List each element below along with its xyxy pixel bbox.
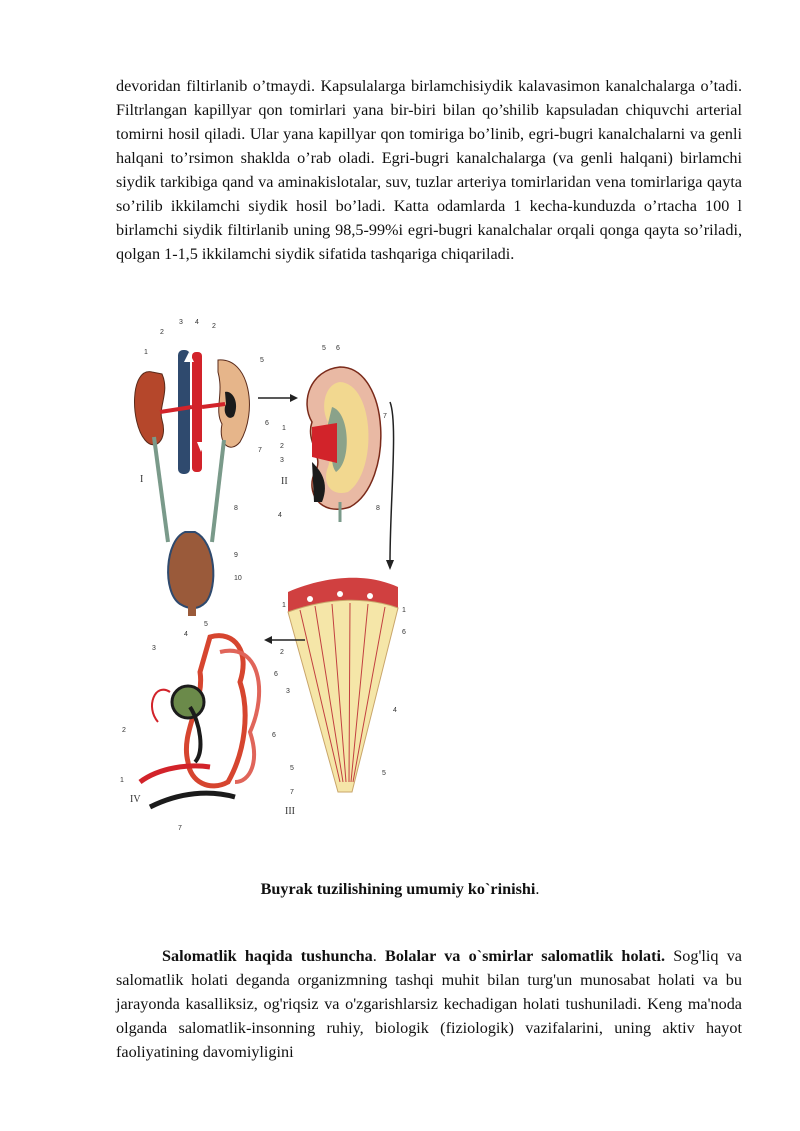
svg-text:2: 2	[280, 649, 284, 656]
svg-text:7: 7	[258, 447, 262, 454]
glomerulus	[172, 686, 204, 718]
vena-cava	[178, 350, 190, 474]
svg-text:6: 6	[272, 732, 276, 739]
svg-text:3: 3	[280, 457, 284, 464]
svg-text:4: 4	[184, 631, 188, 638]
left-kidney	[135, 372, 165, 445]
svg-text:6: 6	[274, 671, 278, 678]
svg-text:1: 1	[144, 349, 148, 356]
svg-text:4: 4	[393, 707, 397, 714]
panel-iv-nephron	[120, 621, 278, 832]
svg-text:5: 5	[322, 345, 326, 352]
svg-text:7: 7	[290, 789, 294, 796]
panel-ii-kidney-section	[278, 345, 387, 522]
svg-text:6: 6	[336, 345, 340, 352]
svg-text:7: 7	[178, 825, 182, 832]
svg-text:1: 1	[402, 607, 406, 614]
svg-text:8: 8	[376, 505, 380, 512]
paragraph-health-body: Sog'liq va salomatlik holati deganda organizmning tashqi muhit bilan turg'un munosabat holati va bu jarayonda kasalliksiz, og'riqsiz va o'zgarishlarsiz kechadigan holati tushuniladi. Keng ma'noda olganda salomatlik-insonning ruhiy, biologik (fiziologik) vazifalarini, uning aktiv hayot faoliyatining davomiyligini	[116, 947, 742, 1061]
panel-label-i: I	[140, 474, 144, 485]
svg-text:3: 3	[286, 688, 290, 695]
panel-label-ii: II	[281, 476, 288, 487]
panel-label-iv: IV	[130, 794, 141, 805]
paragraph-health-concept: Salomatlik haqida tushuncha. Bolalar va o`smirlar salomatlik holati. Sog'liq va salomatlik holati deganda organizmning tashqi muhit bilan turg'un munosabat holati va bu jarayonda kasalliksiz, og'riqsiz va o'zgarishlarsiz kechadigan holati tushuniladi. Keng ma'noda olganda salomatlik-insonning ruhiy, biologik (fiziologik) vazifalarini, uning aktiv hayot faoliyatining davomiyligini	[116, 947, 742, 1061]
svg-text:5: 5	[204, 621, 208, 628]
panel-label-iii: III	[285, 806, 295, 817]
svg-text:4: 4	[278, 512, 282, 519]
left-ureter	[154, 437, 168, 542]
svg-text:3: 3	[179, 319, 183, 326]
svg-text:1: 1	[120, 777, 124, 784]
bladder	[168, 532, 213, 608]
svg-text:2: 2	[160, 329, 164, 336]
aorta	[192, 352, 202, 472]
svg-text:1: 1	[282, 425, 286, 432]
figure-caption: Buyrak tuzilishining umumiy ko`rinishi.	[260, 880, 540, 898]
section-heading-health-concept: Salomatlik haqida tushuncha	[162, 947, 373, 965]
svg-text:6: 6	[402, 629, 406, 636]
section-heading-children-health: Bolalar va o`smirlar salomatlik holati.	[385, 947, 666, 965]
panel-i-kidneys-and-bladder	[135, 319, 269, 616]
paragraph-kidney-function: devoridan filtirlanib o’tmaydi. Kapsulalarga birlamchisiydik kalavasimon kanalchalarga o’tadi. Filtrlangan kapillyar qon tomirlari yana bir-biri bilan qo’shilib kapsuladan chiquvchi arterial tomirni hosil qiladi. Ular yana kapillyar qon tomiriga bo’linib, egri-bugri kanalchalarni va genli halqani to’rsimon shaklda o’rab oladi. Egri-bugri kanalchalarga (va genli halqani) birlamchi siydik tarkibiga qand va aminakislotalar, suv, tuzlar arteriya tomirlaridan vena tomirlariga qayta so’rilib ikkilamchi siydik hosil bo’ladi. Katta odamlarda 1 kecha-kunduzda o’rtacha 100 l birlamchi siydik filtirlanib uning 98,5-99%i egri-bugri kanalchalar orqali qonga qayta so’riladi, qolgan 1-1,5 ikkilamchi siydik sifatida tashqariga chiqariladi.	[116, 77, 742, 263]
svg-text:4: 4	[195, 319, 199, 326]
svg-text:5: 5	[382, 770, 386, 777]
panel-iii-pyramid	[280, 578, 406, 817]
right-ureter	[212, 440, 224, 542]
svg-text:2: 2	[212, 323, 216, 330]
svg-text:6: 6	[265, 420, 269, 427]
svg-text:5: 5	[260, 357, 264, 364]
svg-text:8: 8	[234, 505, 238, 512]
svg-text:2: 2	[280, 443, 284, 450]
svg-text:10: 10	[234, 575, 242, 582]
svg-text:9: 9	[234, 552, 238, 559]
svg-text:5: 5	[290, 765, 294, 772]
svg-text:2: 2	[122, 727, 126, 734]
svg-text:1: 1	[282, 602, 286, 609]
svg-text:3: 3	[152, 645, 156, 652]
svg-text:7: 7	[383, 413, 387, 420]
kidney-structure-figure	[100, 312, 430, 852]
kidney-diagram	[100, 312, 430, 852]
